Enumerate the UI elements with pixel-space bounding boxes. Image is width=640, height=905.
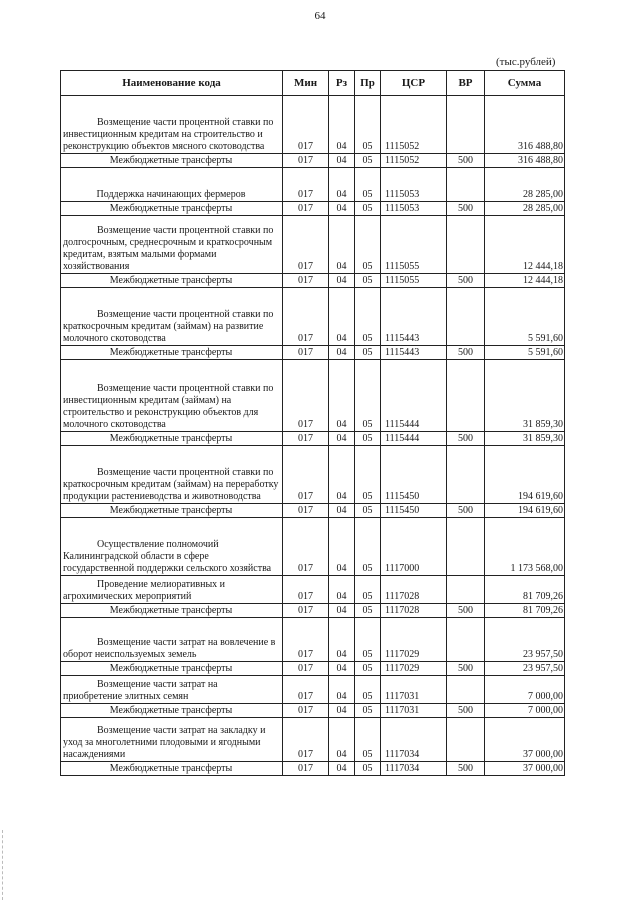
row-vr [447,446,485,504]
row-csr: 1115450 [381,504,447,518]
table-row [61,576,565,604]
row-rz: 04 [329,346,355,360]
row-name-text: Возмещение части процентной ставки по долгосрочным, среднесрочным и краткосрочным кредитам, взятым малыми формами хозяйствования [63,225,274,272]
row-sum: 316 488,80 [485,96,565,154]
col-header-pr: Пр [355,71,381,96]
col-header-name: Наименование кода [61,71,283,96]
row-name-text: Возмещение части затрат на приобретение элитных семян [63,679,218,702]
row-vr: 500 [447,432,485,446]
row-csr: 1117000 [381,518,447,576]
row-csr: 1117028 [381,576,447,604]
row-pr: 05 [355,676,381,704]
table-row [61,762,565,776]
row-sum: 23 957,50 [485,618,565,662]
row-csr: 1117034 [381,718,447,762]
row-min: 017 [283,762,329,776]
row-csr: 1115052 [381,154,447,168]
row-sum: 37 000,00 [485,762,565,776]
row-vr [447,676,485,704]
unit-note: (тыс.рублей) [496,56,556,68]
row-rz: 04 [329,676,355,704]
row-rz: 04 [329,360,355,432]
table-row [61,202,565,216]
row-name-text: Возмещение части затрат на закладку и уход за многолетними плодовыми и ягодными насаждениями [63,725,266,760]
row-sum: 28 285,00 [485,202,565,216]
row-vr: 500 [447,202,485,216]
row-min: 017 [283,504,329,518]
row-rz: 04 [329,216,355,274]
row-name-text: Возмещение части процентной ставки по краткосрочным кредитам (займам) на развитие молочного скотоводства [63,309,274,344]
page-number: 64 [314,10,326,22]
row-name [61,446,283,504]
table-row [61,168,565,202]
row-pr: 05 [355,618,381,662]
row-min: 017 [283,446,329,504]
row-vr [447,168,485,202]
row-min: 017 [283,432,329,446]
row-csr: 1117034 [381,762,447,776]
row-pr: 05 [355,360,381,432]
row-vr: 500 [447,154,485,168]
row-pr: 05 [355,274,381,288]
row-name [61,618,283,662]
row-name [61,676,283,704]
table-row [61,718,565,762]
row-rz: 04 [329,704,355,718]
row-sum: 23 957,50 [485,662,565,676]
row-min: 017 [283,168,329,202]
row-name: Межбюджетные трансферты [61,432,283,446]
row-rz: 04 [329,662,355,676]
row-pr: 05 [355,202,381,216]
table-row [61,274,565,288]
row-min: 017 [283,576,329,604]
row-name: Межбюджетные трансферты [61,504,283,518]
row-min: 017 [283,216,329,274]
row-name: Межбюджетные трансферты [61,762,283,776]
table-row [61,704,565,718]
row-pr: 05 [355,576,381,604]
row-min: 017 [283,662,329,676]
col-header-sum: Сумма [485,71,565,96]
row-pr: 05 [355,216,381,274]
row-min: 017 [283,346,329,360]
row-rz: 04 [329,504,355,518]
row-vr [447,576,485,604]
row-min: 017 [283,360,329,432]
row-name [61,216,283,274]
row-pr: 05 [355,604,381,618]
row-rz: 04 [329,154,355,168]
row-csr: 1115053 [381,202,447,216]
row-sum: 194 619,60 [485,504,565,518]
row-csr: 1115055 [381,216,447,274]
row-min: 017 [283,274,329,288]
row-sum: 31 859,30 [485,432,565,446]
scan-margin-line [2,830,4,900]
col-header-vr: ВР [447,71,485,96]
row-csr: 1117028 [381,604,447,618]
row-min: 017 [283,288,329,346]
table-header-row [61,71,565,96]
row-vr: 500 [447,662,485,676]
row-name-text: Возмещение части затрат на вовлечение в оборот неиспользуемых земель [63,637,276,660]
row-name: Межбюджетные трансферты [61,274,283,288]
row-sum: 5 591,60 [485,346,565,360]
row-sum: 12 444,18 [485,274,565,288]
table-row [61,346,565,360]
table-row [61,288,565,346]
row-pr: 05 [355,518,381,576]
row-vr: 500 [447,762,485,776]
row-csr: 1115055 [381,274,447,288]
row-name-text: Возмещение части процентной ставки по инвестиционным кредитам (займам) на строительство и реконструкцию объектов для молочного скотоводства [63,383,274,430]
table-row [61,662,565,676]
row-name [61,288,283,346]
row-rz: 04 [329,274,355,288]
row-min: 017 [283,704,329,718]
row-pr: 05 [355,168,381,202]
row-min: 017 [283,96,329,154]
table-row [61,518,565,576]
row-name: Межбюджетные трансферты [61,346,283,360]
row-pr: 05 [355,662,381,676]
row-csr: 1117029 [381,662,447,676]
row-name [61,360,283,432]
row-name: Межбюджетные трансферты [61,704,283,718]
row-csr: 1117031 [381,704,447,718]
table-row [61,676,565,704]
row-csr: 1117029 [381,618,447,662]
row-name: Межбюджетные трансферты [61,202,283,216]
row-name [61,518,283,576]
row-pr: 05 [355,446,381,504]
row-vr: 500 [447,274,485,288]
row-min: 017 [283,676,329,704]
row-vr [447,718,485,762]
row-pr: 05 [355,288,381,346]
row-min: 017 [283,202,329,216]
row-rz: 04 [329,762,355,776]
row-sum: 81 709,26 [485,604,565,618]
row-sum: 7 000,00 [485,704,565,718]
row-min: 017 [283,518,329,576]
row-rz: 04 [329,96,355,154]
row-pr: 05 [355,704,381,718]
row-pr: 05 [355,504,381,518]
row-vr [447,216,485,274]
row-rz: 04 [329,518,355,576]
row-pr: 05 [355,154,381,168]
row-rz: 04 [329,288,355,346]
row-rz: 04 [329,576,355,604]
row-name-text: Осуществление полномочий Калининградской области в сфере государственной поддержки сельского хозяйства [63,539,272,574]
row-csr: 1115443 [381,346,447,360]
row-name-text: Возмещение части процентной ставки по краткосрочным кредитам (займам) на переработку продукции растениеводства и животноводства [63,467,279,502]
row-rz: 04 [329,202,355,216]
row-vr: 500 [447,604,485,618]
row-sum: 12 444,18 [485,216,565,274]
row-sum: 1 173 568,00 [485,518,565,576]
row-rz: 04 [329,446,355,504]
row-sum: 81 709,26 [485,576,565,604]
row-vr: 500 [447,704,485,718]
table-row [61,154,565,168]
col-header-csr: ЦСР [381,71,447,96]
row-name: Межбюджетные трансферты [61,662,283,676]
row-sum: 28 285,00 [485,168,565,202]
row-rz: 04 [329,432,355,446]
col-header-rz: Рз [329,71,355,96]
row-name [61,576,283,604]
row-name: Межбюджетные трансферты [61,154,283,168]
row-csr: 1115450 [381,446,447,504]
row-vr [447,288,485,346]
row-pr: 05 [355,718,381,762]
row-vr: 500 [447,504,485,518]
row-min: 017 [283,618,329,662]
row-pr: 05 [355,432,381,446]
table-row [61,216,565,274]
row-vr: 500 [447,346,485,360]
row-csr: 1115052 [381,96,447,154]
row-min: 017 [283,154,329,168]
row-sum: 31 859,30 [485,360,565,432]
row-name: Межбюджетные трансферты [61,604,283,618]
col-header-min: Мин [283,71,329,96]
row-csr: 1115444 [381,432,447,446]
row-sum: 194 619,60 [485,446,565,504]
row-rz: 04 [329,604,355,618]
row-csr: 1115444 [381,360,447,432]
table-row [61,618,565,662]
row-rz: 04 [329,618,355,662]
row-name [61,718,283,762]
row-vr [447,96,485,154]
row-rz: 04 [329,718,355,762]
row-sum: 5 591,60 [485,288,565,346]
row-csr: 1117031 [381,676,447,704]
row-csr: 1115053 [381,168,447,202]
table-row [61,96,565,154]
row-min: 017 [283,718,329,762]
table-row [61,432,565,446]
row-pr: 05 [355,346,381,360]
row-sum: 7 000,00 [485,676,565,704]
table-row [61,504,565,518]
table-row [61,604,565,618]
row-pr: 05 [355,762,381,776]
row-name: Поддержка начинающих фермеров [61,168,283,202]
row-sum: 316 488,80 [485,154,565,168]
row-vr [447,618,485,662]
row-rz: 04 [329,168,355,202]
row-name-text: Проведение мелиоративных и агрохимических мероприятий [63,579,226,602]
row-name-text: Возмещение части процентной ставки по инвестиционным кредитам на строительство и реконструкцию объектов мясного скотоводства [63,117,274,152]
row-name [61,96,283,154]
row-sum: 37 000,00 [485,718,565,762]
table-row [61,446,565,504]
table-row [61,360,565,432]
budget-table [60,70,565,776]
row-pr: 05 [355,96,381,154]
row-min: 017 [283,604,329,618]
row-vr [447,518,485,576]
row-csr: 1115443 [381,288,447,346]
row-vr [447,360,485,432]
